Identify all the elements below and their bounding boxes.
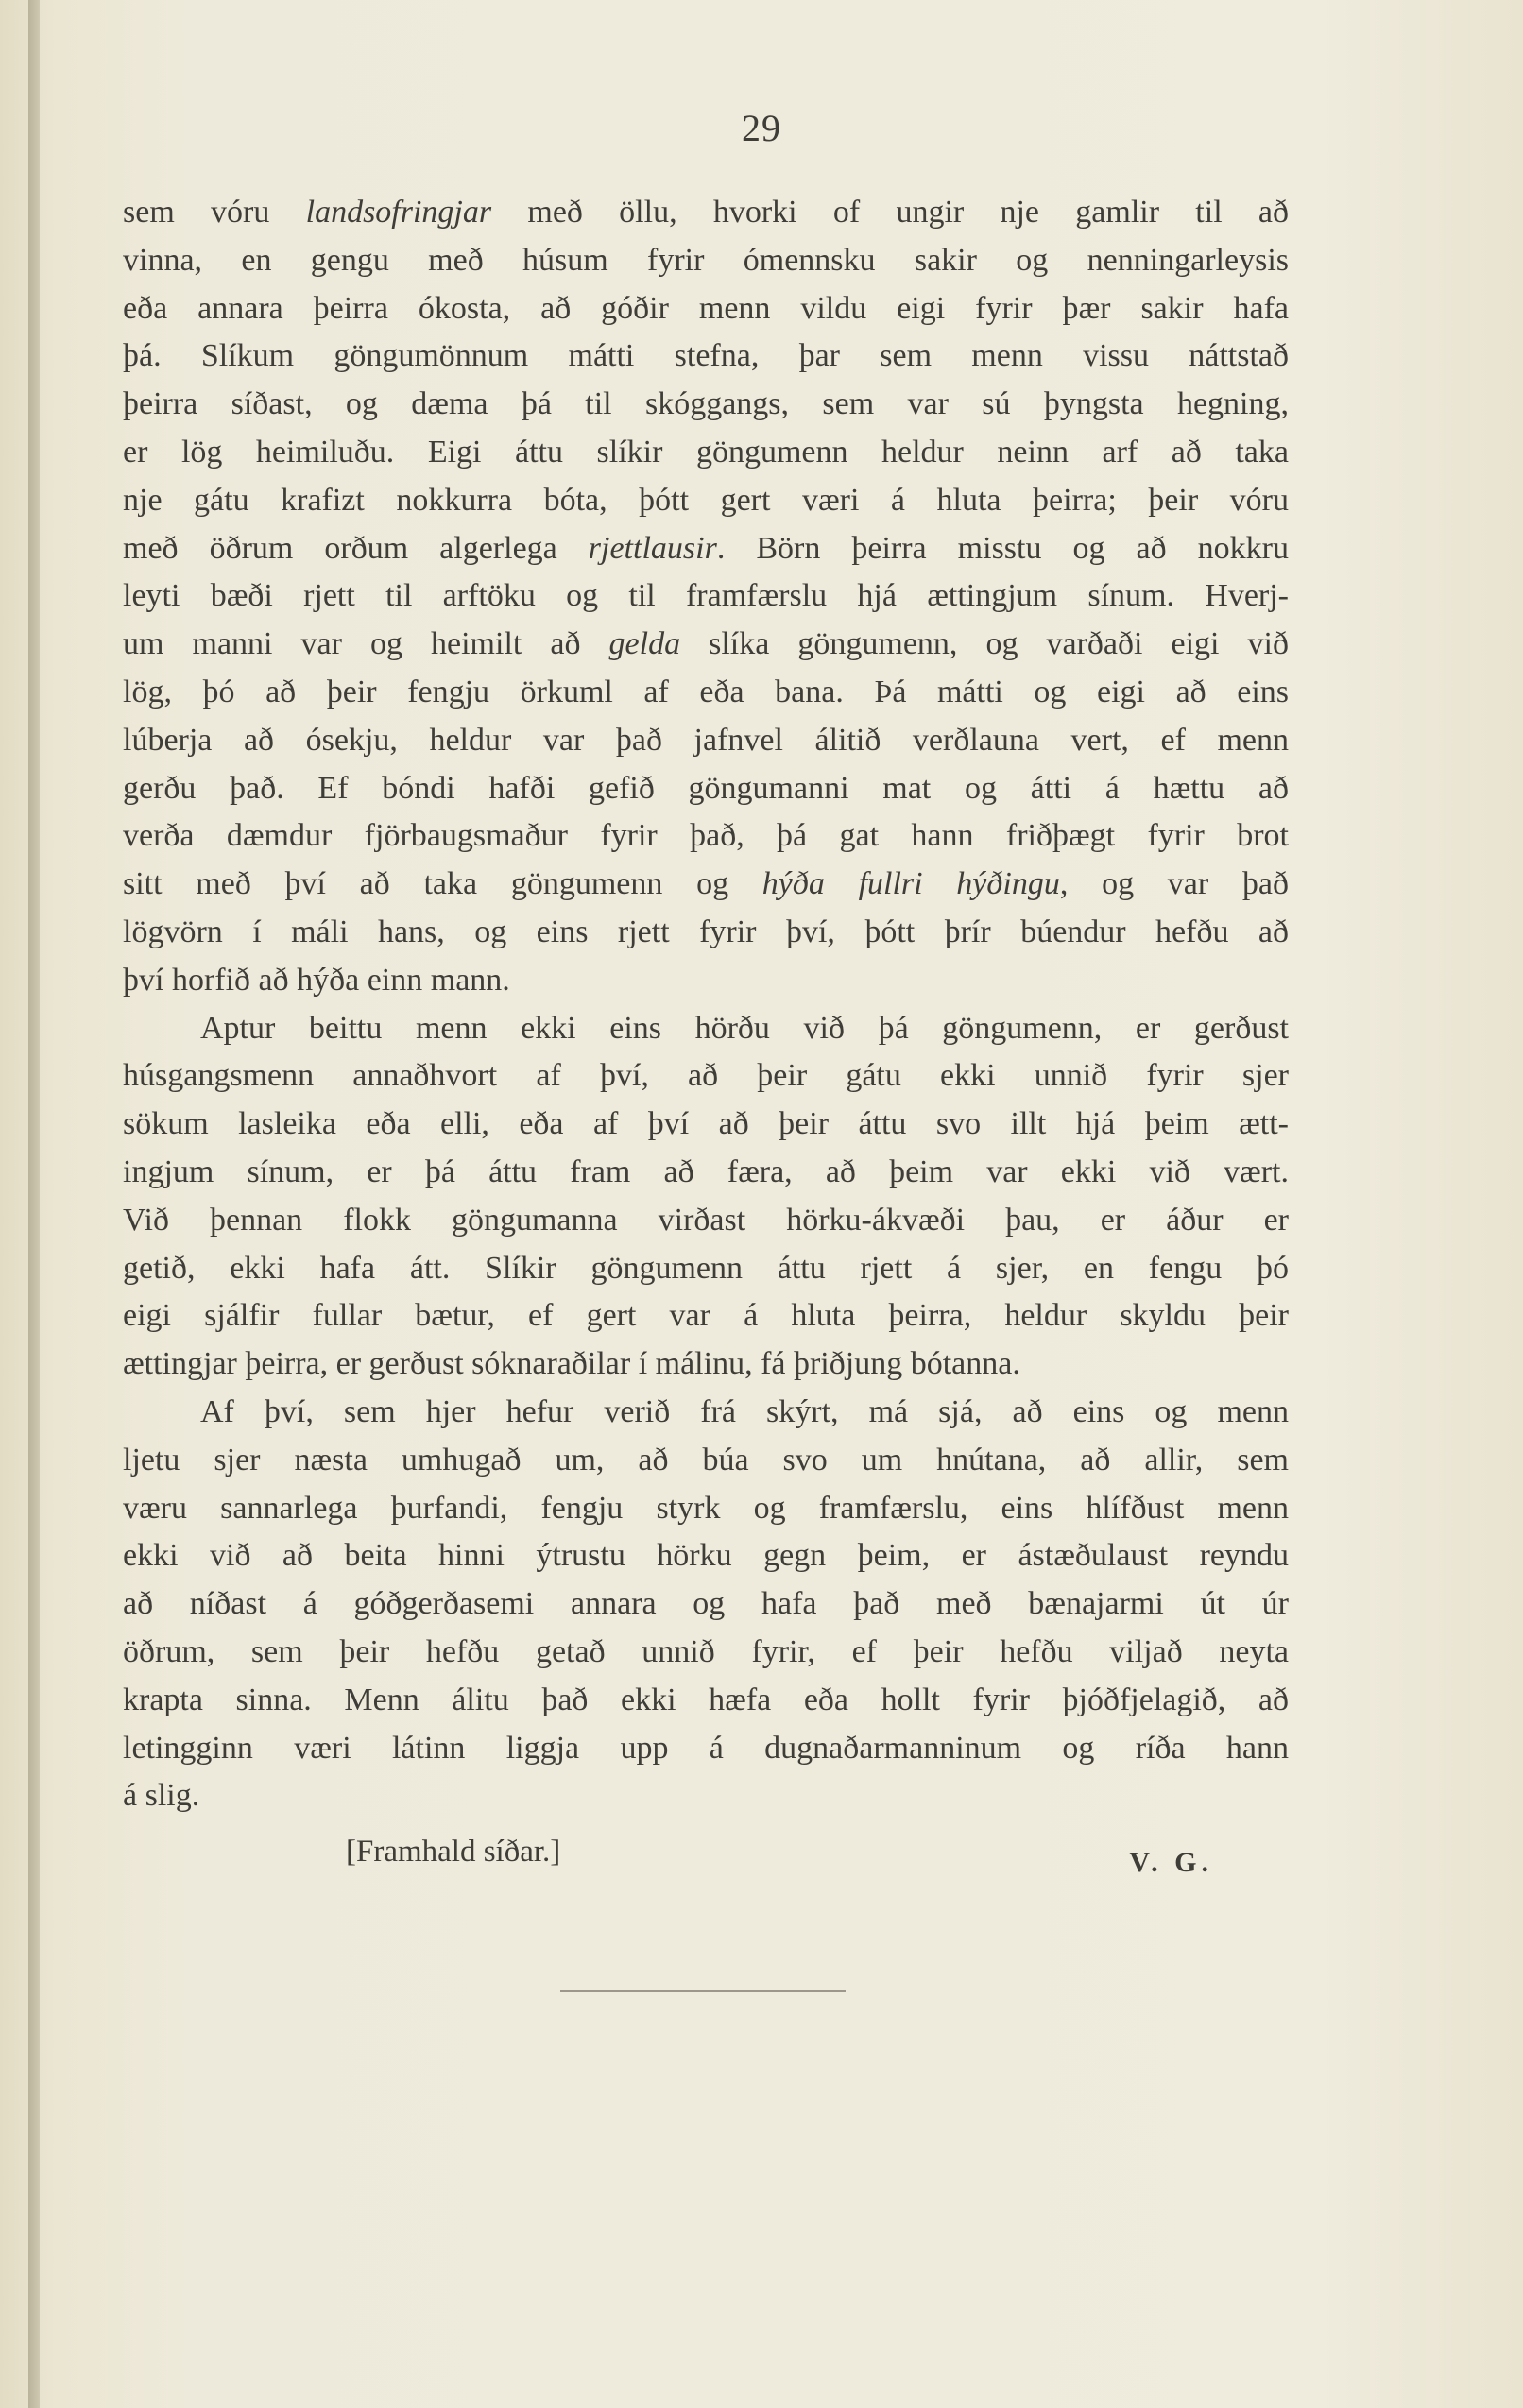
text-line: því horfið að hýða einn mann.: [123, 962, 510, 998]
text-line: leyti bæði rjett til arftöku og til framfærslu hjá ættingjum sínum. Hverj-: [123, 578, 1289, 614]
text-line: gerðu það. Ef bóndi hafði gefið göngumanni mat og átti á hættu að: [123, 770, 1289, 806]
text-line: á slig.: [123, 1778, 200, 1814]
text-line: ingjum sínum, er þá áttu fram að færa, að þeim var ekki við vært.: [123, 1153, 1289, 1189]
separator-rule: [560, 1990, 846, 1992]
text-line: verða dæmdur fjörbaugsmaður fyrir það, þá gat hann friðþægt fyrir brot: [123, 818, 1289, 854]
text-line: Af því, sem hjer hefur verið frá skýrt, má sjá, að eins og menn: [200, 1393, 1289, 1429]
text-line: Aptur beittu menn ekki eins hörðu við þá göngumenn, er gerðust: [200, 1010, 1289, 1046]
paragraph: [123, 1389, 1289, 1820]
text-line: sökum lasleika eða elli, eða af því að þeir áttu svo illt hjá þeim ætt-: [123, 1106, 1289, 1142]
italic-term: rjettlausir: [588, 530, 717, 566]
text-line: þá. Slíkum göngumönnum mátti stefna, þar sem menn vissu náttstað: [123, 338, 1289, 374]
closing-row: [123, 1824, 1289, 1881]
text-line: öðrum, sem þeir hefðu getað unnið fyrir, ef þeir hefðu viljað neyta: [123, 1633, 1289, 1669]
text-line: ekki við að beita hinni ýtrustu hörku gegn þeim, er ástæðulaust reyndu: [123, 1538, 1289, 1574]
text-line: sem vóru landsofringjar með öllu, hvorki of ungir nje gamlir til að: [123, 195, 1289, 230]
text-line: er lög heimiluðu. Eigi áttu slíkir göngumenn heldur neinn arf að taka: [123, 434, 1289, 470]
text-line: lögvörn í máli hans, og eins rjett fyrir því, þótt þrír búendur hefðu að: [123, 914, 1289, 949]
italic-term: gelda: [608, 626, 681, 662]
text-line: ljetu sjer næsta umhugað um, að búa svo um hnútana, að allir, sem: [123, 1442, 1289, 1477]
text-line: með öðrum orðum algerlega rjettlausir. Börn þeirra misstu og að nokkru: [123, 530, 1289, 566]
text-line: krapta sinna. Menn álitu það ekki hæfa eða hollt fyrir þjóðfjelagið, að: [123, 1682, 1289, 1717]
body-text: [123, 189, 1289, 1881]
text-line: sitt með því að taka göngumenn og hýða fullri hýðingu, og var það: [123, 866, 1289, 902]
text-line: getið, ekki hafa átt. Slíkir göngumenn áttu rjett á sjer, en fengu þó: [123, 1250, 1289, 1286]
text-line: ættingjar þeirra, er gerðust sóknaraðilar í málinu, fá þriðjung bótanna.: [123, 1346, 1020, 1382]
text-line: um manni var og heimilt að gelda slíka göngumenn, og varðaði eigi við: [123, 626, 1289, 662]
paragraph: [123, 1005, 1289, 1389]
text-line: lúberja að ósekju, heldur var það jafnvel álitið verðlauna vert, ef menn: [123, 722, 1289, 758]
text-line: nje gátu krafizt nokkurra bóta, þótt gert væri á hluta þeirra; þeir vóru: [123, 482, 1289, 518]
paragraphs: [123, 189, 1289, 1820]
text-line: vinna, en gengu með húsum fyrir ómennsku sakir og nenningarleysis: [123, 242, 1289, 278]
text-line: húsgangsmenn annaðhvort af því, að þeir gátu ekki unnið fyrir sjer: [123, 1058, 1289, 1094]
text-line: eða annara þeirra ókosta, að góðir menn vildu eigi fyrir þær sakir hafa: [123, 290, 1289, 326]
continued-note: [Framhald síðar.]: [346, 1835, 561, 1870]
book-spine-edge: [28, 0, 40, 2408]
italic-term: hýða fullri hýðingu: [762, 866, 1060, 902]
text-line: að níðast á góðgerðasemi annara og hafa það með bænajarmi út úr: [123, 1586, 1289, 1622]
page-number: 29: [742, 107, 781, 149]
text-line: væru sannarlega þurfandi, fengju styrk og framfærslu, eins hlífðust menn: [123, 1490, 1289, 1526]
italic-term: landsofringjar: [305, 195, 492, 230]
text-line: letingginn væri látinn liggja upp á dugnaðarmanninum og ríða hann: [123, 1730, 1289, 1766]
text-line: lög, þó að þeir fengju örkuml af eða bana. Þá mátti og eigi að eins: [123, 674, 1289, 709]
text-line: þeirra síðast, og dæma þá til skóggangs, sem var sú þyngsta hegning,: [123, 386, 1289, 422]
text-line: eigi sjálfir fullar bætur, ef gert var á hluta þeirra, heldur skyldu þeir: [123, 1298, 1289, 1334]
author-initials: V. G.: [1129, 1847, 1213, 1879]
paragraph: [123, 189, 1289, 1005]
text-line: Við þennan flokk göngumanna virðast hörku-ákvæði þau, er áður er: [123, 1202, 1289, 1238]
